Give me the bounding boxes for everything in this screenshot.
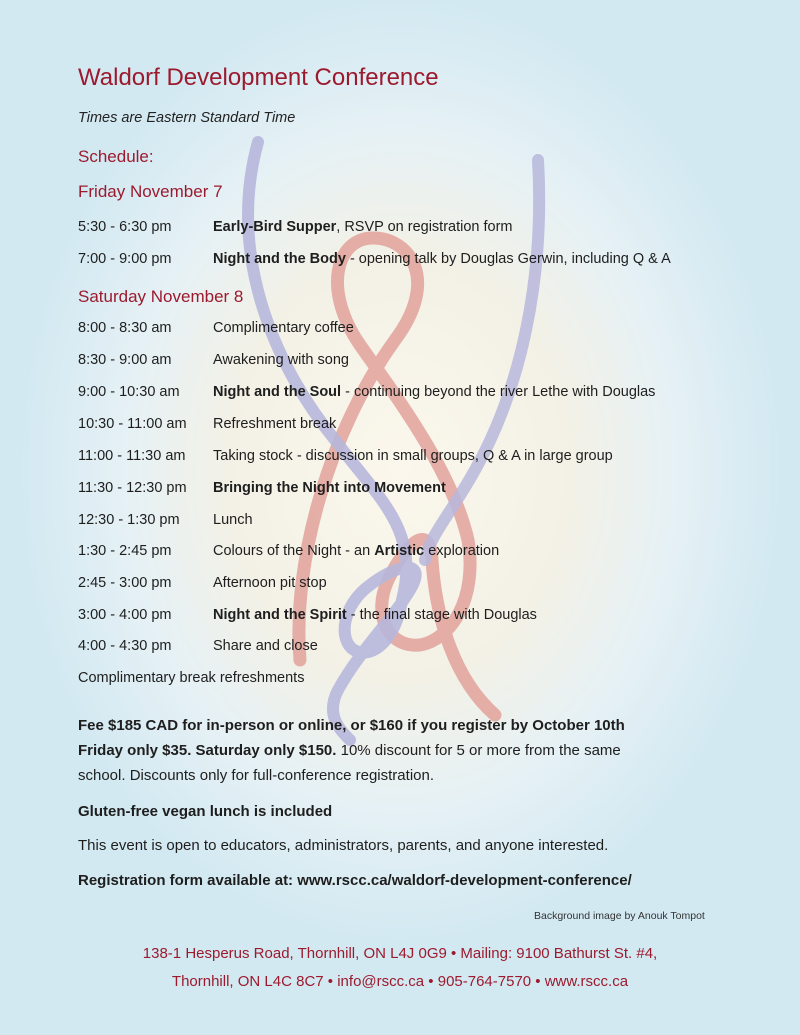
row-time: 3:00 - 4:00 pm (78, 607, 172, 623)
registration-link[interactable]: Registration form available at: www.rscc.ca/waldorf-development-conference/ (78, 872, 632, 889)
row-description: Refreshment break (213, 416, 337, 432)
friday-heading: Friday November 7 (78, 182, 223, 201)
fee-line-2: Friday only $35. Saturday only $150. 10% discount for 5 or more from the same (78, 742, 621, 759)
open-event-note: This event is open to educators, administrators, parents, and anyone interested. (78, 837, 609, 854)
row-description: Bringing the Night into Movement (213, 480, 446, 496)
fee-line-1: Fee $185 CAD for in-person or online, or $160 if you register by October 10th (78, 717, 625, 734)
row-time: 2:45 - 3:00 pm (78, 575, 172, 591)
row-time: 11:00 - 11:30 am (78, 448, 186, 464)
row-description: Colours of the Night - an Artistic exploration (213, 543, 500, 559)
timezone-note: Times are Eastern Standard Time (78, 110, 296, 126)
row-time: 4:00 - 4:30 pm (78, 638, 172, 654)
row-time: 5:30 - 6:30 pm (78, 219, 172, 235)
page-title: Waldorf Development Conference (78, 64, 439, 91)
fee-info (78, 713, 758, 788)
row-time: 11:30 - 12:30 pm (78, 480, 187, 496)
fee-line-3: school. Discounts only for full-conference registration. (78, 767, 435, 784)
break-refreshments-note: Complimentary break refreshments (78, 670, 305, 686)
row-time: 7:00 - 9:00 pm (78, 251, 172, 267)
row-time: 9:00 - 10:30 am (78, 384, 180, 400)
row-description: Lunch (213, 512, 253, 528)
row-time: 1:30 - 2:45 pm (78, 543, 172, 559)
footer-contact-line: Thornhill, ON L4C 8C7 • info@rscc.ca • 905-764-7570 • www.rscc.ca (171, 973, 629, 990)
footer-address-line: 138-1 Hesperus Road, Thornhill, ON L4J 0G9 • Mailing: 9100 Bathurst St. #4, (142, 945, 658, 962)
row-description: Afternoon pit stop (213, 575, 327, 591)
row-description: Share and close (213, 638, 318, 654)
row-description: Night and the Soul - continuing beyond the river Lethe with Douglas (213, 384, 656, 400)
row-description: Night and the Spirit - the final stage with Douglas (213, 607, 537, 623)
contact-footer (0, 940, 800, 996)
row-time: 8:30 - 9:00 am (78, 352, 172, 368)
row-time: 12:30 - 1:30 pm (78, 512, 180, 528)
row-description: Night and the Body - opening talk by Douglas Gerwin, including Q & A (213, 251, 671, 267)
row-description: Complimentary coffee (213, 320, 354, 336)
row-time: 10:30 - 11:00 am (78, 416, 187, 432)
row-description: Taking stock - discussion in small groups, Q & A in large group (213, 448, 613, 464)
image-credit: Background image by Anouk Tompot (534, 910, 705, 922)
schedule-heading: Schedule: (78, 147, 154, 166)
saturday-heading: Saturday November 8 (78, 287, 244, 306)
row-description: Early-Bird Supper, RSVP on registration form (213, 219, 513, 235)
row-time: 8:00 - 8:30 am (78, 320, 172, 336)
row-description: Awakening with song (213, 352, 349, 368)
lunch-note: Gluten-free vegan lunch is included (78, 803, 333, 820)
